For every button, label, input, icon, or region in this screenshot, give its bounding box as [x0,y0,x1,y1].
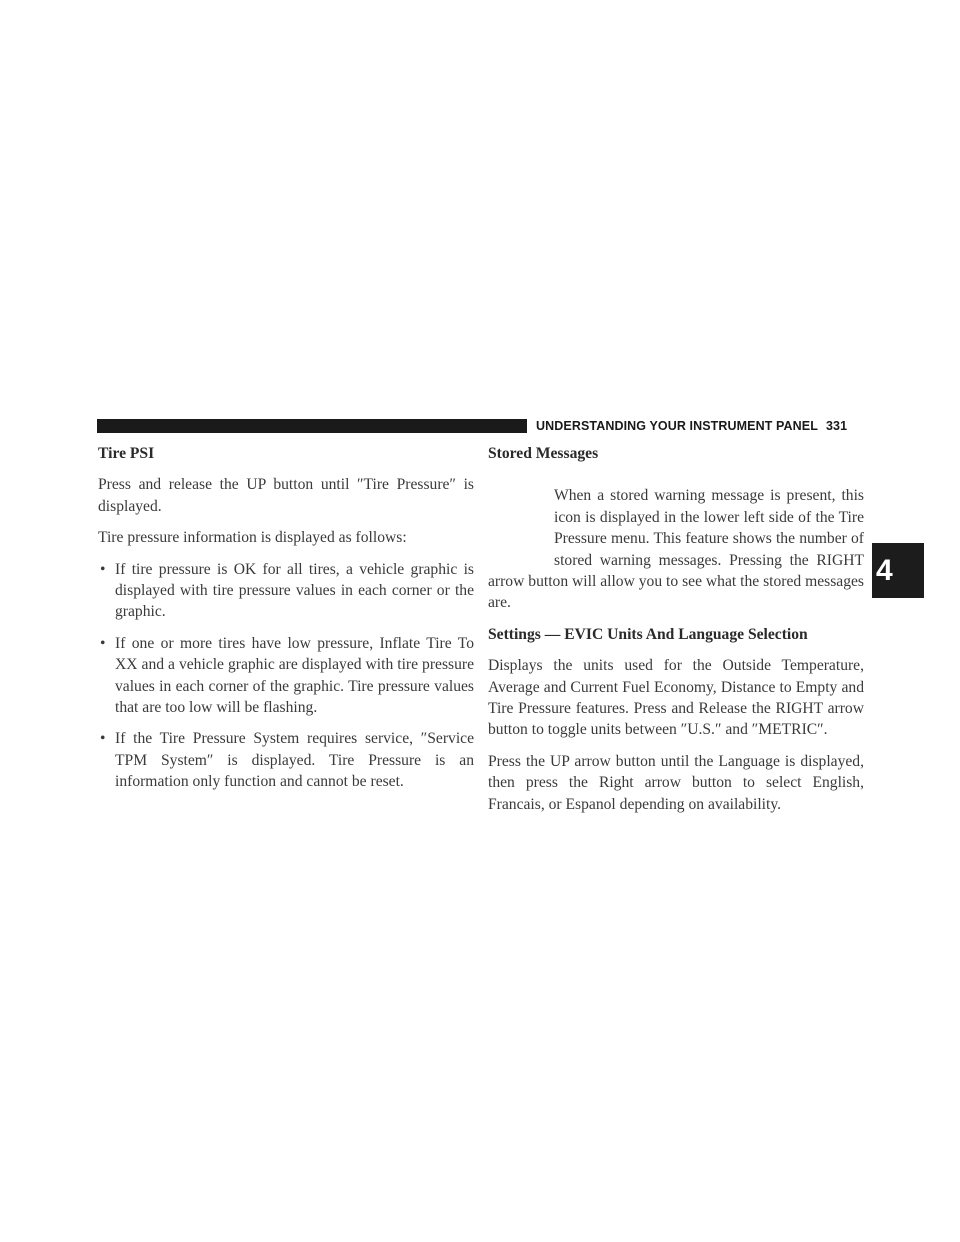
bullet-list [98,559,474,793]
running-header [536,419,847,433]
page-number: 331 [825,419,848,433]
stored-messages-block [488,474,864,613]
list-item [98,728,474,792]
bullet-icon: • [100,634,106,652]
list-item [98,633,474,719]
stored-message-icon [488,485,554,567]
paragraph: When a stored warning message is present, this icon is displayed in the lower left side of the Tire Pressure menu. This feature shows the number of stored warning messages. Pressing the RIGHT arrow button will allow you to see what the stored messages are. [488,487,864,612]
list-item-text: If tire pressure is OK for all tires, a vehicle graphic is displayed with tire pressure values in each corner or the graphic. [115,560,474,621]
right-column [488,443,864,825]
paragraph: Displays the units used for the Outside Temperature, Average and Current Fuel Economy, Distance to Empty and Tire Pressure features. Press and Release the RIGHT arrow button to toggle units between ″U.S.″ and ″METRIC″. [488,657,864,739]
header-rule [97,419,527,433]
paragraph: Press the UP arrow button until the Language is displayed, then press the Right arrow button to select English, Francais, or Espanol depending on availability. [488,752,864,813]
section-heading-stored-messages: Stored Messages [488,445,599,462]
paragraph: Press and release the UP button until ″Tire Pressure″ is displayed. [98,476,474,515]
bullet-icon: • [100,560,106,578]
bullet-icon: • [100,730,106,748]
list-item-text: If the Tire Pressure System requires service, ″Service TPM System″ is displayed. Tire Pressure is an information only function and cannot be reset. [115,730,474,791]
list-item-text: If one or more tires have low pressure, Inflate Tire To XX and a vehicle graphic are displayed with tire pressure values in each corner of the graphic. Tire pressure values that are too low will be flashing. [115,634,474,717]
paragraph: Tire pressure information is displayed as follows: [98,529,407,547]
header-title: UNDERSTANDING YOUR INSTRUMENT PANEL [536,419,818,433]
left-column [98,443,474,803]
section-heading-evic-settings: Settings — EVIC Units And Language Selection [488,625,808,643]
list-item [98,559,474,623]
chapter-tab: 4 [872,543,924,598]
section-heading-tire-psi: Tire PSI [98,445,155,462]
